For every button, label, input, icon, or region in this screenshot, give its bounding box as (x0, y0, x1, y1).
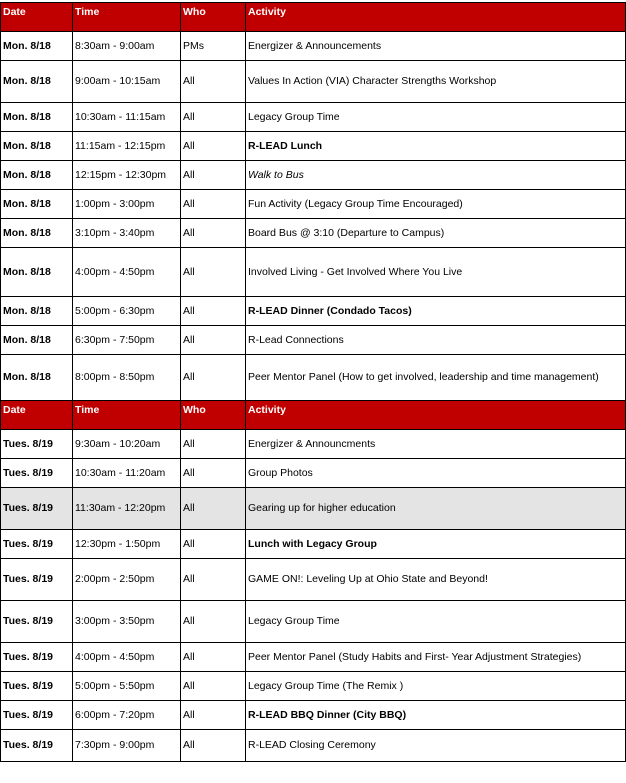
time-cell: 6:00pm - 7:20pm (73, 701, 181, 730)
date-cell: Tues. 8/19 (1, 530, 73, 559)
who-cell: All (181, 355, 246, 401)
table-row (1, 643, 626, 672)
time-cell: 6:30pm - 7:50pm (73, 326, 181, 355)
time-cell: 1:00pm - 3:00pm (73, 190, 181, 219)
date-cell: Tues. 8/19 (1, 643, 73, 672)
table-row (1, 219, 626, 248)
activity-cell: Energizer & Announcments (246, 430, 626, 459)
header-time: Time (73, 401, 181, 430)
time-cell: 12:30pm - 1:50pm (73, 530, 181, 559)
activity-cell: Peer Mentor Panel (How to get involved, leadership and time management) (246, 355, 626, 401)
table-row (1, 530, 626, 559)
who-cell: All (181, 132, 246, 161)
table-row (1, 559, 626, 601)
time-cell: 7:30pm - 9:00pm (73, 730, 181, 762)
time-cell: 12:15pm - 12:30pm (73, 161, 181, 190)
activity-cell: Gearing up for higher education (246, 488, 626, 530)
activity-cell: R-LEAD BBQ Dinner (City BBQ) (246, 701, 626, 730)
date-cell: Tues. 8/19 (1, 672, 73, 701)
table-row (1, 103, 626, 132)
date-cell: Tues. 8/19 (1, 430, 73, 459)
time-cell: 4:00pm - 4:50pm (73, 248, 181, 297)
activity-cell: Walk to Bus (246, 161, 626, 190)
time-cell: 11:30am - 12:20pm (73, 488, 181, 530)
activity-cell: Energizer & Announcements (246, 32, 626, 61)
date-cell: Tues. 8/19 (1, 701, 73, 730)
activity-cell: R-LEAD Lunch (246, 132, 626, 161)
who-cell: All (181, 730, 246, 762)
activity-cell: GAME ON!: Leveling Up at Ohio State and Beyond! (246, 559, 626, 601)
time-cell: 3:00pm - 3:50pm (73, 601, 181, 643)
date-cell: Mon. 8/18 (1, 132, 73, 161)
header-who: Who (181, 3, 246, 32)
date-cell: Tues. 8/19 (1, 730, 73, 762)
time-cell: 11:15am - 12:15pm (73, 132, 181, 161)
time-cell: 10:30am - 11:20am (73, 459, 181, 488)
time-cell: 8:30am - 9:00am (73, 32, 181, 61)
header-date: Date (1, 401, 73, 430)
date-cell: Tues. 8/19 (1, 459, 73, 488)
header-activity: Activity (246, 401, 626, 430)
who-cell: All (181, 643, 246, 672)
time-cell: 3:10pm - 3:40pm (73, 219, 181, 248)
activity-cell: Involved Living - Get Involved Where You Live (246, 248, 626, 297)
who-cell: All (181, 559, 246, 601)
activity-cell: R-LEAD Dinner (Condado Tacos) (246, 297, 626, 326)
header-row (1, 3, 626, 32)
who-cell: All (181, 672, 246, 701)
time-cell: 4:00pm - 4:50pm (73, 643, 181, 672)
who-cell: All (181, 701, 246, 730)
header-row (1, 401, 626, 430)
date-cell: Mon. 8/18 (1, 32, 73, 61)
table-row (1, 672, 626, 701)
schedule-table (0, 2, 626, 762)
activity-cell: Legacy Group Time (246, 103, 626, 132)
time-cell: 9:30am - 10:20am (73, 430, 181, 459)
activity-cell: Legacy Group Time (246, 601, 626, 643)
table-row (1, 430, 626, 459)
activity-cell: Lunch with Legacy Group (246, 530, 626, 559)
date-cell: Mon. 8/18 (1, 103, 73, 132)
table-row (1, 355, 626, 401)
date-cell: Mon. 8/18 (1, 61, 73, 103)
who-cell: All (181, 219, 246, 248)
who-cell: All (181, 103, 246, 132)
date-cell: Mon. 8/18 (1, 219, 73, 248)
table-row (1, 132, 626, 161)
who-cell: All (181, 248, 246, 297)
who-cell: All (181, 530, 246, 559)
time-cell: 5:00pm - 5:50pm (73, 672, 181, 701)
activity-cell: Group Photos (246, 459, 626, 488)
who-cell: All (181, 61, 246, 103)
date-cell: Tues. 8/19 (1, 601, 73, 643)
who-cell: All (181, 601, 246, 643)
table-row (1, 190, 626, 219)
date-cell: Mon. 8/18 (1, 326, 73, 355)
date-cell: Mon. 8/18 (1, 190, 73, 219)
who-cell: All (181, 190, 246, 219)
table-row (1, 459, 626, 488)
table-row (1, 161, 626, 190)
date-cell: Mon. 8/18 (1, 161, 73, 190)
date-cell: Mon. 8/18 (1, 297, 73, 326)
header-time: Time (73, 3, 181, 32)
time-cell: 2:00pm - 2:50pm (73, 559, 181, 601)
who-cell: All (181, 430, 246, 459)
table-row (1, 61, 626, 103)
header-activity: Activity (246, 3, 626, 32)
date-cell: Mon. 8/18 (1, 248, 73, 297)
header-date: Date (1, 3, 73, 32)
date-cell: Tues. 8/19 (1, 559, 73, 601)
who-cell: All (181, 326, 246, 355)
time-cell: 5:00pm - 6:30pm (73, 297, 181, 326)
activity-cell: Legacy Group Time (The Remix ) (246, 672, 626, 701)
table-row (1, 297, 626, 326)
activity-cell: Fun Activity (Legacy Group Time Encouraged) (246, 190, 626, 219)
time-cell: 8:00pm - 8:50pm (73, 355, 181, 401)
time-cell: 10:30am - 11:15am (73, 103, 181, 132)
activity-cell: Peer Mentor Panel (Study Habits and First- Year Adjustment Strategies) (246, 643, 626, 672)
who-cell: All (181, 459, 246, 488)
table-row (1, 730, 626, 762)
table-row (1, 326, 626, 355)
date-cell: Tues. 8/19 (1, 488, 73, 530)
who-cell: All (181, 488, 246, 530)
who-cell: All (181, 161, 246, 190)
who-cell: All (181, 297, 246, 326)
header-who: Who (181, 401, 246, 430)
date-cell: Mon. 8/18 (1, 355, 73, 401)
time-cell: 9:00am - 10:15am (73, 61, 181, 103)
who-cell: PMs (181, 32, 246, 61)
activity-cell: R-LEAD Closing Ceremony (246, 730, 626, 762)
table-row (1, 488, 626, 530)
activity-cell: Board Bus @ 3:10 (Departure to Campus) (246, 219, 626, 248)
table-row (1, 601, 626, 643)
activity-cell: R-Lead Connections (246, 326, 626, 355)
activity-cell: Values In Action (VIA) Character Strengths Workshop (246, 61, 626, 103)
table-row (1, 248, 626, 297)
table-row (1, 701, 626, 730)
table-row (1, 32, 626, 61)
